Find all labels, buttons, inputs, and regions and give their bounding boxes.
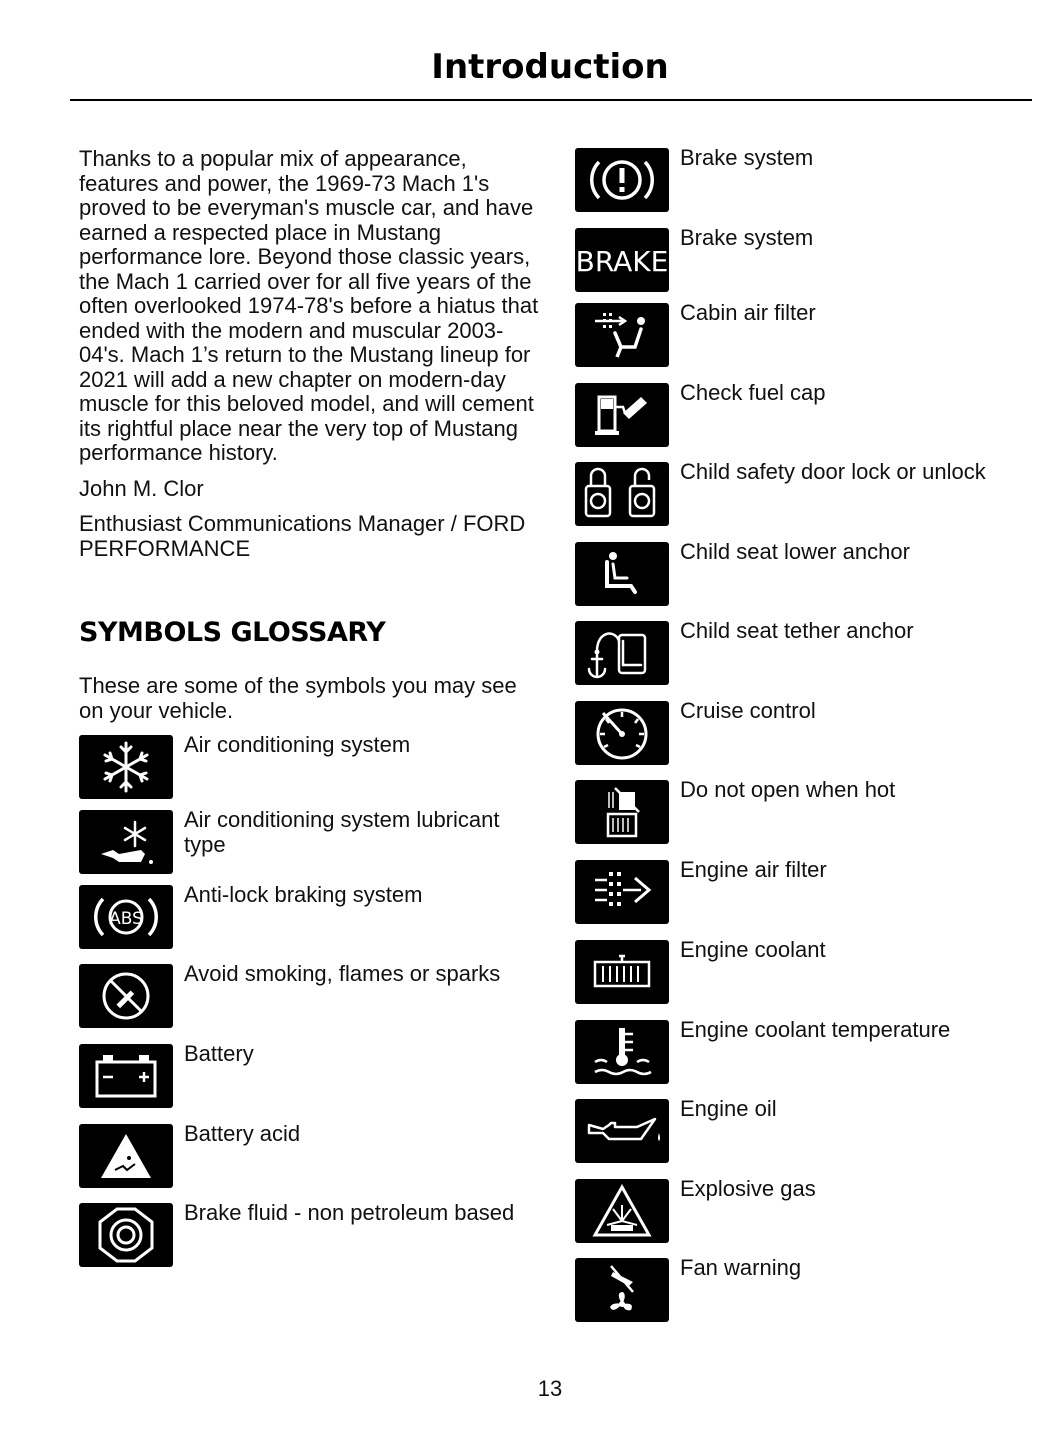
symbol-label: Brake system — [680, 145, 814, 170]
page-number: 13 — [537, 1376, 563, 1401]
glossary-intro: These are some of the symbols you may see on your vehicle. — [79, 673, 517, 723]
child-lock-icon — [575, 462, 669, 526]
symbol-label: Engine oil — [680, 1096, 777, 1121]
svg-text:ABS: ABS — [109, 909, 143, 929]
engine-coolant-icon — [575, 940, 669, 1004]
abs-icon — [79, 885, 173, 949]
do-not-open-hot-icon — [575, 780, 669, 844]
speedometer-icon — [575, 701, 669, 765]
symbol-label: Check fuel cap — [680, 380, 826, 405]
intro-paragraph: Thanks to a popular mix of appearance, features and power, the 1969-73 Mach 1's proved to be everyman's muscle car, and have earned a respected place in Mustang performance lore. Beyond those classic years, the Mach 1 carried over for all five years of the often overlooked 1974-78's before a hiatus that ended with the modern and muscular 2003-04's. Mach 1’s return to the Mustang lineup for 2021 will add a new chapter on modern-day muscle for this beloved model, and will cement its rightful place near the very top of Mustang performance history. — [79, 146, 539, 465]
oil-can-snowflake-icon — [79, 810, 173, 874]
brake-text-icon — [575, 228, 669, 292]
battery-icon — [79, 1044, 173, 1108]
intro-section — [79, 147, 539, 572]
battery-acid-warning-icon — [79, 1124, 173, 1188]
fan-warning-icon — [575, 1258, 669, 1322]
symbol-label: Battery — [184, 1041, 254, 1066]
symbol-label: Engine air filter — [680, 857, 827, 882]
symbol-label: Child seat tether anchor — [680, 618, 914, 643]
glossary-heading: SYMBOLS GLOSSARY — [79, 617, 386, 648]
oil-can-icon — [575, 1099, 669, 1163]
child-seat-tether-icon — [575, 621, 669, 685]
header-divider — [70, 99, 1032, 101]
page-title: Introduction — [431, 47, 669, 87]
no-smoking-icon — [79, 964, 173, 1028]
intro-author-title: Enthusiast Communications Manager / FORD PERFORMANCE — [79, 511, 526, 561]
symbol-label: Do not open when hot — [680, 777, 896, 802]
symbol-label: Battery acid — [184, 1121, 301, 1146]
symbol-label: Brake fluid - non petroleum based — [184, 1200, 515, 1225]
cabin-air-filter-icon — [575, 303, 669, 367]
symbol-label: Child safety door lock or unlock — [680, 459, 986, 484]
symbol-label: Explosive gas — [680, 1176, 816, 1201]
fuel-cap-icon — [575, 383, 669, 447]
symbol-label: Cabin air filter — [680, 300, 816, 325]
symbol-label: Engine coolant — [680, 937, 826, 962]
intro-author: John M. Clor — [79, 475, 204, 501]
symbol-label: Brake system — [680, 225, 814, 250]
brake-fluid-icon — [79, 1203, 173, 1267]
symbol-label: Cruise control — [680, 698, 816, 723]
symbol-label: Anti-lock braking system — [184, 882, 423, 907]
brake-icon-text: BRAKE — [575, 245, 669, 278]
explosive-gas-icon — [575, 1179, 669, 1243]
symbol-label: Fan warning — [680, 1255, 802, 1280]
brake-warning-icon — [575, 148, 669, 212]
symbol-label: Air conditioning system — [184, 732, 411, 757]
coolant-temperature-icon — [575, 1020, 669, 1084]
engine-air-filter-icon — [575, 860, 669, 924]
symbol-label: Engine coolant temperature — [680, 1017, 951, 1042]
symbol-label: Air conditioning system lubricant type — [184, 807, 500, 857]
symbol-label: Avoid smoking, flames or sparks — [184, 961, 501, 986]
snowflake-icon — [79, 735, 173, 799]
child-seat-anchor-icon — [575, 542, 669, 606]
symbol-label: Child seat lower anchor — [680, 539, 910, 564]
